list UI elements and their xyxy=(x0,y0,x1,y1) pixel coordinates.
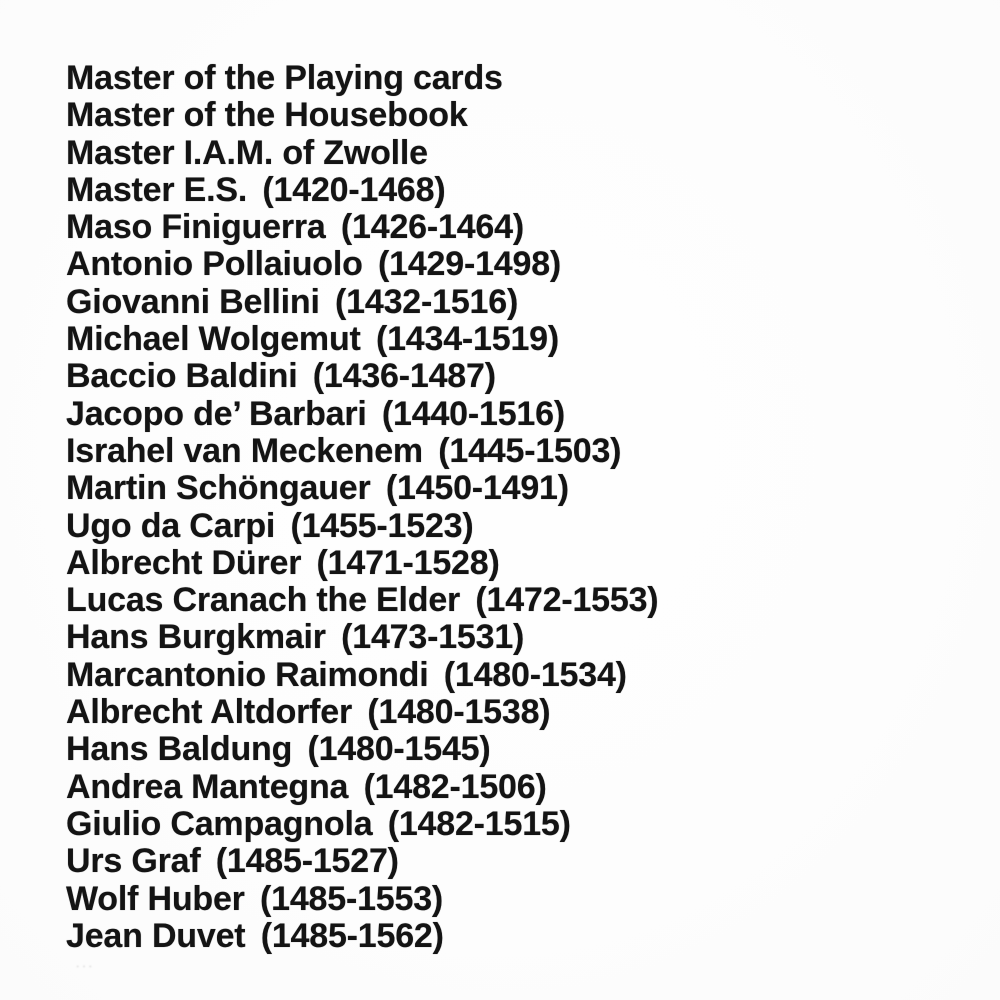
artist-name: Baccio Baldini xyxy=(66,357,298,396)
list-item xyxy=(66,731,946,768)
list-item xyxy=(66,619,946,656)
artist-dates: (1485-1527) xyxy=(215,842,399,881)
artist-name: Urs Graf xyxy=(66,842,201,881)
artist-dates: (1429-1498) xyxy=(378,245,562,284)
artist-name: Ugo da Carpi xyxy=(66,506,276,545)
list-item xyxy=(66,209,946,246)
artist-dates: (1450-1491) xyxy=(385,469,569,508)
artist-name: Hans Burgkmair xyxy=(66,618,326,657)
list-item xyxy=(66,545,946,582)
artist-name: Master of the Housebook xyxy=(66,96,468,135)
list-item xyxy=(66,582,946,619)
list-item xyxy=(66,769,946,806)
artist-dates: (1480-1534) xyxy=(443,655,627,694)
artist-name: Martin Schöngauer xyxy=(66,469,371,508)
list-item xyxy=(66,433,946,470)
artist-dates: (1445-1503) xyxy=(438,431,622,470)
list-item xyxy=(66,918,946,955)
artist-dates: (1434-1519) xyxy=(375,320,559,359)
artist-dates: (1482-1515) xyxy=(387,804,571,843)
list-item xyxy=(66,135,946,172)
artist-name: Michael Wolgemut xyxy=(66,320,361,359)
cropped-next-line-artifact: ··· xyxy=(76,961,95,972)
list-item xyxy=(66,843,946,880)
list-item xyxy=(66,246,946,283)
artist-name: Antonio Pollaiuolo xyxy=(66,245,363,284)
artist-name: Maso Finiguerra xyxy=(66,208,326,247)
list-item xyxy=(66,60,946,97)
artist-list xyxy=(66,60,946,955)
artist-name: Jean Duvet xyxy=(66,916,246,955)
list-item xyxy=(66,657,946,694)
list-item xyxy=(66,284,946,321)
artist-dates: (1485-1553) xyxy=(260,879,444,918)
artist-dates: (1436-1487) xyxy=(312,357,496,396)
artist-name: Master I.A.M. of Zwolle xyxy=(66,133,428,172)
list-item xyxy=(66,321,946,358)
artist-name: Master E.S. xyxy=(66,170,248,209)
artist-dates: (1455-1523) xyxy=(290,506,474,545)
artist-dates: (1472-1553) xyxy=(475,581,659,620)
artist-dates: (1440-1516) xyxy=(381,394,565,433)
artist-dates: (1482-1506) xyxy=(363,767,547,806)
list-item xyxy=(66,358,946,395)
list-item xyxy=(66,470,946,507)
list-item xyxy=(66,172,946,209)
artist-name: Albrecht Dürer xyxy=(66,543,302,582)
artist-name: Giulio Campagnola xyxy=(66,804,373,843)
artist-dates: (1420-1468) xyxy=(262,170,446,209)
artist-dates: (1485-1562) xyxy=(260,916,444,955)
artist-dates: (1471-1528) xyxy=(316,543,500,582)
artist-dates: (1432-1516) xyxy=(335,282,519,321)
artist-name: Master of the Playing cards xyxy=(66,59,503,97)
list-item xyxy=(66,694,946,731)
artist-name: Israhel van Meckenem xyxy=(66,431,423,470)
list-item xyxy=(66,806,946,843)
artist-dates: (1480-1538) xyxy=(367,693,551,732)
list-item xyxy=(66,881,946,918)
artist-name: Andrea Mantegna xyxy=(66,767,349,806)
list-item xyxy=(66,508,946,545)
artist-dates: (1473-1531) xyxy=(341,618,525,657)
artist-name: Lucas Cranach the Elder xyxy=(66,581,461,620)
artist-name: Jacopo de’ Barbari xyxy=(66,394,367,433)
artist-name: Giovanni Bellini xyxy=(66,282,320,321)
list-item xyxy=(66,396,946,433)
artist-dates: (1426-1464) xyxy=(340,208,524,247)
artist-name: Marcantonio Raimondi xyxy=(66,655,429,694)
artist-name: Wolf Huber xyxy=(66,879,245,918)
artist-dates: (1480-1545) xyxy=(307,730,491,769)
list-item xyxy=(66,97,946,134)
artist-name: Hans Baldung xyxy=(66,730,293,769)
artist-name: Albrecht Altdorfer xyxy=(66,693,353,732)
